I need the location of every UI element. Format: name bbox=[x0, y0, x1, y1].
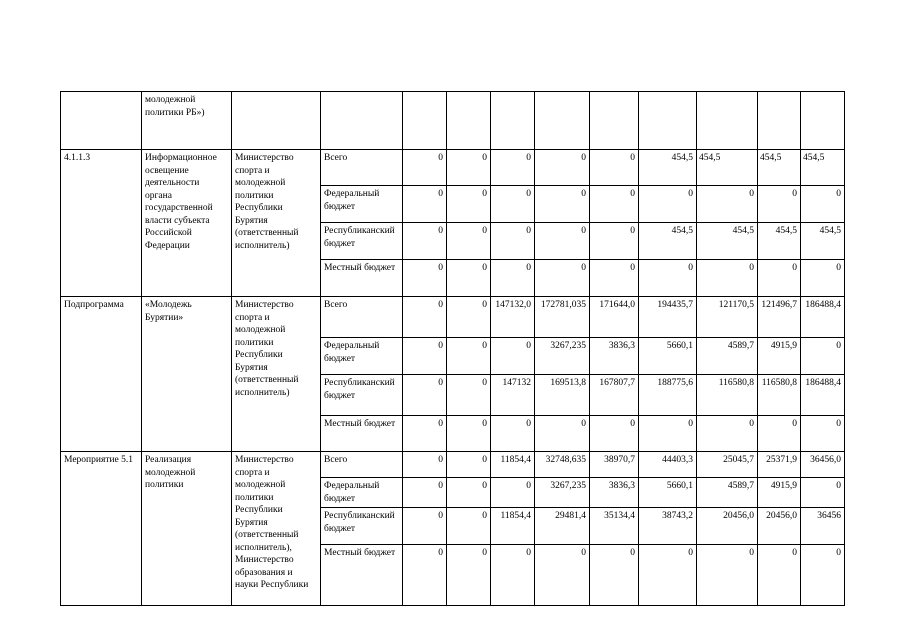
value-cell: 0 bbox=[801, 545, 845, 606]
value-cell: 0 bbox=[535, 416, 590, 452]
value-cell: 0 bbox=[491, 416, 535, 452]
value-cell: 0 bbox=[758, 545, 801, 606]
funding-source: Местный бюджет bbox=[321, 260, 403, 297]
value-cell: 4915,9 bbox=[758, 478, 801, 508]
value-cell: 0 bbox=[535, 260, 590, 297]
value-cell: 0 bbox=[403, 416, 447, 452]
value-cell: 0 bbox=[590, 186, 639, 223]
value-cell: 0 bbox=[535, 150, 590, 186]
value-cell: 0 bbox=[535, 186, 590, 223]
value-cell: 194435,7 bbox=[639, 297, 697, 338]
value-cell: 0 bbox=[447, 338, 491, 375]
value-cell: 0 bbox=[491, 478, 535, 508]
value-cell: 0 bbox=[801, 338, 845, 375]
value-cell: 0 bbox=[447, 260, 491, 297]
value-cell: 454,5 bbox=[801, 223, 845, 260]
value-cell: 167807,7 bbox=[590, 375, 639, 416]
value-cell: 0 bbox=[447, 452, 491, 478]
value-cell: 0 bbox=[801, 260, 845, 297]
value-cell: 0 bbox=[447, 186, 491, 223]
value-cell: 0 bbox=[639, 545, 697, 606]
value-cell: 0 bbox=[447, 375, 491, 416]
value-cell: 0 bbox=[639, 260, 697, 297]
value-cell: 25371,9 bbox=[758, 452, 801, 478]
value-cell: 171644,0 bbox=[590, 297, 639, 338]
funding-source: Всего bbox=[321, 452, 403, 478]
value-cell: 0 bbox=[590, 545, 639, 606]
value-cell: 29481,4 bbox=[535, 508, 590, 545]
value-cell: 0 bbox=[801, 416, 845, 452]
value-cell: 20456,0 bbox=[758, 508, 801, 545]
value-cell: 454,5 bbox=[639, 150, 697, 186]
value-cell: 36456,0 bbox=[801, 452, 845, 478]
value-cell: 0 bbox=[447, 150, 491, 186]
value-cell: 147132 bbox=[491, 375, 535, 416]
value-cell: 0 bbox=[639, 416, 697, 452]
value-cell: 0 bbox=[403, 260, 447, 297]
value-cell: 0 bbox=[491, 545, 535, 606]
table-row bbox=[61, 452, 845, 478]
value-cell: 0 bbox=[403, 338, 447, 375]
value-cell: 0 bbox=[758, 416, 801, 452]
executor: Министерство спорта и молодежной политики Республики Бурятия (ответственный исполнитель), Министерство образования и науки Республики bbox=[232, 452, 321, 606]
value-cell: 186488,4 bbox=[801, 297, 845, 338]
value-cell: 0 bbox=[491, 186, 535, 223]
table-row bbox=[61, 92, 845, 150]
value-cell: 0 bbox=[697, 186, 758, 223]
value-cell: 186488,4 bbox=[801, 375, 845, 416]
table-row bbox=[61, 150, 845, 186]
value-cell: 172781,035 bbox=[535, 297, 590, 338]
funding-source: Республиканский бюджет bbox=[321, 223, 403, 260]
value-cell: 0 bbox=[535, 223, 590, 260]
value-cell: 4589,7 bbox=[697, 338, 758, 375]
value-cell: 454,5 bbox=[697, 150, 758, 186]
value-cell: 121170,5 bbox=[697, 297, 758, 338]
value-cell: 0 bbox=[403, 452, 447, 478]
value-cell: 0 bbox=[447, 223, 491, 260]
program-code: Подпрограмма bbox=[61, 297, 142, 452]
value-cell: 0 bbox=[590, 223, 639, 260]
funding-source: Республиканский бюджет bbox=[321, 508, 403, 545]
value-cell: 454,5 bbox=[639, 223, 697, 260]
value-cell: 0 bbox=[758, 260, 801, 297]
value-cell: 0 bbox=[491, 338, 535, 375]
value-cell: 454,5 bbox=[697, 223, 758, 260]
value-cell: 0 bbox=[403, 478, 447, 508]
value-cell: 3267,235 bbox=[535, 338, 590, 375]
value-cell: 454,5 bbox=[801, 150, 845, 186]
funding-source: Местный бюджет bbox=[321, 545, 403, 606]
value-cell: 44403,3 bbox=[639, 452, 697, 478]
value-cell: 0 bbox=[697, 260, 758, 297]
budget-table bbox=[60, 91, 845, 606]
value-cell: 25045,7 bbox=[697, 452, 758, 478]
program-code: 4.1.1.3 bbox=[61, 150, 142, 297]
value-cell: 0 bbox=[447, 508, 491, 545]
value-cell: 0 bbox=[403, 223, 447, 260]
value-cell: 5660,1 bbox=[639, 478, 697, 508]
value-cell: 0 bbox=[491, 150, 535, 186]
value-cell: 169513,8 bbox=[535, 375, 590, 416]
funding-source: Федеральный бюджет bbox=[321, 338, 403, 375]
value-cell: 38743,2 bbox=[639, 508, 697, 545]
value-cell: 38970,7 bbox=[590, 452, 639, 478]
value-cell: 116580,8 bbox=[758, 375, 801, 416]
value-cell: 0 bbox=[758, 186, 801, 223]
value-cell: 0 bbox=[491, 223, 535, 260]
value-cell: 0 bbox=[639, 186, 697, 223]
value-cell: 0 bbox=[697, 545, 758, 606]
value-cell: 0 bbox=[447, 478, 491, 508]
value-cell: 3836,3 bbox=[590, 478, 639, 508]
value-cell: 147132,0 bbox=[491, 297, 535, 338]
value-cell: 11854,4 bbox=[491, 452, 535, 478]
value-cell: 188775,6 bbox=[639, 375, 697, 416]
value-cell: 32748,635 bbox=[535, 452, 590, 478]
value-cell: 35134,4 bbox=[590, 508, 639, 545]
value-cell: 0 bbox=[801, 478, 845, 508]
value-cell: 4915,9 bbox=[758, 338, 801, 375]
value-cell: 454,5 bbox=[758, 223, 801, 260]
value-cell: 0 bbox=[447, 297, 491, 338]
value-cell: 0 bbox=[403, 297, 447, 338]
executor: Министерство спорта и молодежной политики Республики Бурятия (ответственный исполнитель) bbox=[232, 297, 321, 452]
funding-source: Федеральный бюджет bbox=[321, 478, 403, 508]
funding-source: Всего bbox=[321, 297, 403, 338]
program-name: «Молодежь Бурятии» bbox=[142, 297, 232, 452]
value-cell: 0 bbox=[590, 260, 639, 297]
value-cell: 5660,1 bbox=[639, 338, 697, 375]
value-cell: 20456,0 bbox=[697, 508, 758, 545]
executor: Министерство спорта и молодежной политики Республики Бурятия (ответственный исполнитель) bbox=[232, 150, 321, 297]
funding-source: Всего bbox=[321, 150, 403, 186]
table-row bbox=[61, 297, 845, 338]
value-cell: 11854,4 bbox=[491, 508, 535, 545]
value-cell: 3836,3 bbox=[590, 338, 639, 375]
value-cell: 116580,8 bbox=[697, 375, 758, 416]
value-cell: 0 bbox=[403, 150, 447, 186]
funding-source: Федеральный бюджет bbox=[321, 186, 403, 223]
value-cell: 454,5 bbox=[758, 150, 801, 186]
funding-source: Местный бюджет bbox=[321, 416, 403, 452]
value-cell: 0 bbox=[590, 150, 639, 186]
value-cell: 0 bbox=[697, 416, 758, 452]
program-name: Информационное освещение деятельности органа государственной власти субъекта Российской Федерации bbox=[142, 150, 232, 297]
funding-source: Республиканский бюджет bbox=[321, 375, 403, 416]
value-cell: 0 bbox=[403, 545, 447, 606]
value-cell: 0 bbox=[491, 260, 535, 297]
program-code: Мероприятие 5.1 bbox=[61, 452, 142, 606]
value-cell: 36456 bbox=[801, 508, 845, 545]
program-name: Реализация молодежной политики bbox=[142, 452, 232, 606]
value-cell: 0 bbox=[447, 416, 491, 452]
value-cell: 0 bbox=[535, 545, 590, 606]
value-cell: 3267,235 bbox=[535, 478, 590, 508]
value-cell: 0 bbox=[590, 416, 639, 452]
value-cell: 4589,7 bbox=[697, 478, 758, 508]
value-cell: 121496,7 bbox=[758, 297, 801, 338]
program-name: молодежной политики РБ») bbox=[142, 92, 232, 150]
value-cell: 0 bbox=[801, 186, 845, 223]
value-cell: 0 bbox=[403, 508, 447, 545]
value-cell: 0 bbox=[403, 186, 447, 223]
value-cell: 0 bbox=[403, 375, 447, 416]
value-cell: 0 bbox=[447, 545, 491, 606]
